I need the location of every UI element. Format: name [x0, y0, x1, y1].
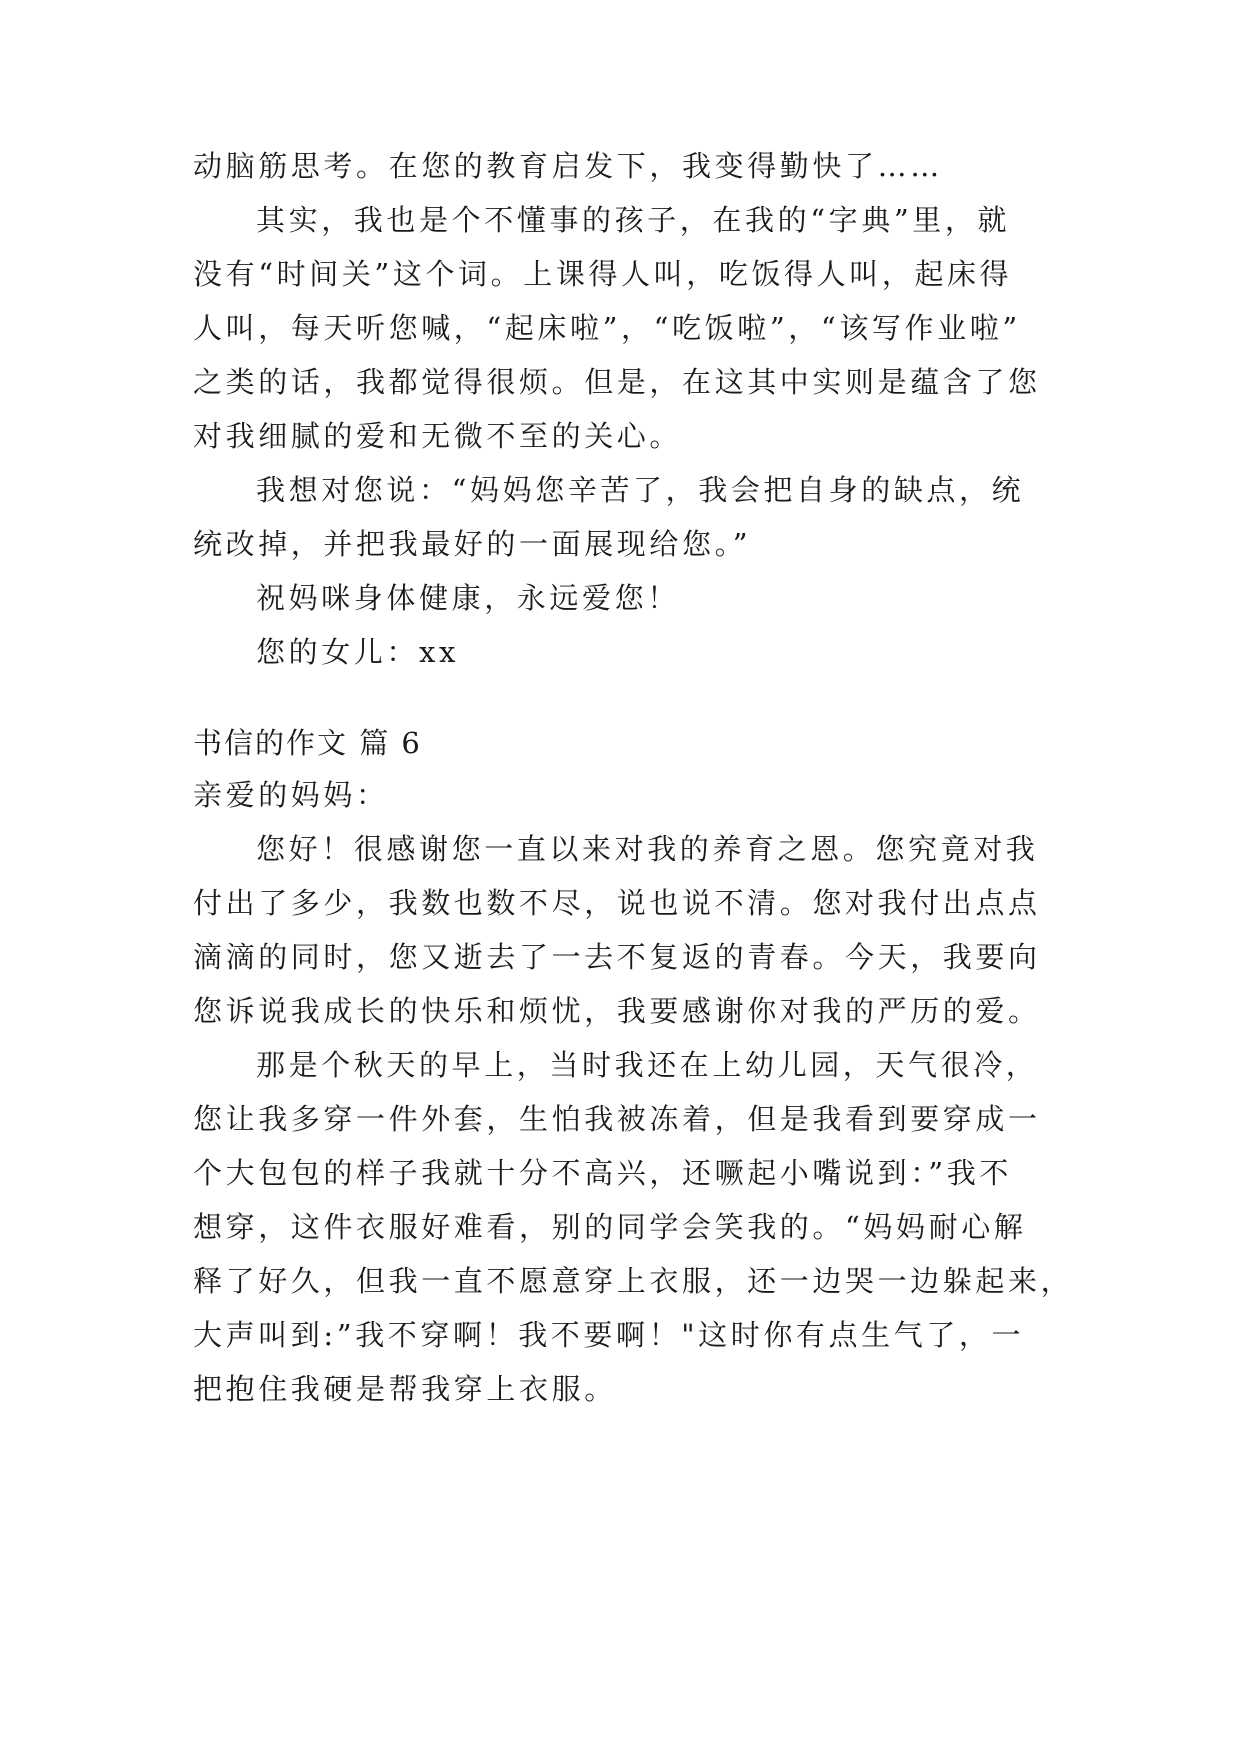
closing-line: 祝妈咪身体健康，永远爱您！ — [256, 581, 680, 615]
paragraph-line: 把抱住我硬是帮我穿上衣服。 — [193, 1372, 617, 1406]
paragraph-line: 之类的话，我都觉得很烦。但是，在这其中实则是蕴含了您 — [193, 365, 1041, 399]
paragraph-line: 那是个秋天的早上，当时我还在上幼儿园，天气很冷， — [256, 1048, 1039, 1082]
paragraph-line: 我想对您说：“妈妈您辛苦了，我会把自身的缺点，统 — [256, 473, 1025, 507]
paragraph-line: 想穿，这件衣服好难看，别的同学会笑我的。“妈妈耐心解 — [193, 1210, 1027, 1244]
paragraph-line: 释了好久，但我一直不愿意穿上衣服，还一边哭一边躲起来， — [193, 1264, 1074, 1298]
paragraph-line: 个大包包的样子我就十分不高兴，还噘起小嘴说到：”我不 — [193, 1156, 1012, 1190]
paragraph-line: 付出了多少，我数也数不尽，说也说不清。您对我付出点点 — [193, 886, 1041, 920]
paragraph-line: 对我细腻的爱和无微不至的关心。 — [193, 419, 683, 453]
salutation-line: 亲爱的妈妈： — [193, 778, 389, 812]
paragraph-line: 您好！很感谢您一直以来对我的养育之恩。您究竟对我 — [256, 832, 1039, 866]
paragraph-line: 动脑筋思考。在您的教育启发下，我变得勤快了…… — [193, 149, 943, 183]
paragraph-line: 统改掉，并把我最好的一面展现给您。” — [193, 527, 752, 561]
paragraph-line: 滴滴的同时，您又逝去了一去不复返的青春。今天，我要向 — [193, 940, 1041, 974]
section-heading: 书信的作文 篇 6 — [193, 726, 422, 760]
paragraph-line: 大声叫到:”我不穿啊！我不要啊！"这时你有点生气了，一 — [193, 1318, 1025, 1352]
paragraph-line: 您让我多穿一件外套，生怕我被冻着，但是我看到要穿成一 — [193, 1102, 1041, 1136]
paragraph-line: 您诉说我成长的快乐和烦忧，我要感谢你对我的严历的爱。 — [193, 994, 1041, 1028]
paragraph-line: 没有“时间关”这个词。上课得人叫，吃饭得人叫，起床得 — [193, 257, 1013, 291]
paragraph-line: 人叫，每天听您喊，“起床啦”，“吃饭啦”，“该写作业啦” — [193, 311, 1021, 345]
paragraph-line: 其实，我也是个不懂事的孩子，在我的“字典”里，就 — [256, 203, 1011, 237]
signature-line: 您的女儿：xx — [256, 635, 459, 669]
